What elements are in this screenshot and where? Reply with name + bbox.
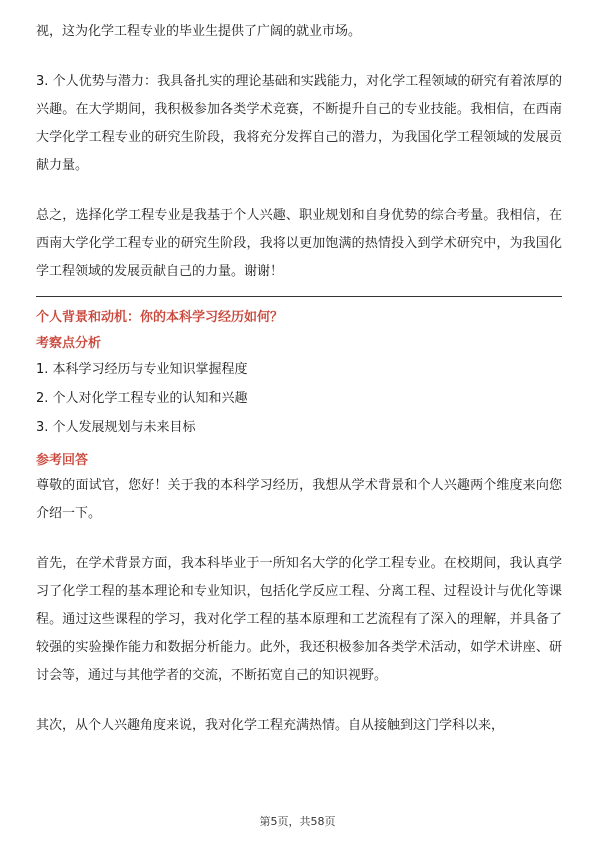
interview-question: 个人背景和动机：你的本科学习经历如何？ — [36, 310, 284, 325]
answer-title: 参考回答 — [36, 453, 89, 468]
answer-paragraph-academic: 首先，在学术背景方面，我本科毕业于一所知名大学的化学工程专业。在校期间，我认真学习了化学工程的基本理论和专业知识，包括化学反应工程、分离工程、过程设计与优化等课程。通过这些课程的学习，我对化学工程的基本原理和工艺流程有了深入的理解，并具备了较强的实验操作能力和数据分析能力。此外，我还积极参加各类学术活动，如学术讲座、研讨会等，通过与其他学者的交流，不断拓宽自己的知识视野。 — [36, 556, 562, 683]
analysis-point: 2. 个人对化学工程专业的认知和兴趣 — [36, 391, 248, 406]
section-divider — [36, 296, 562, 297]
analysis-list — [36, 355, 562, 442]
answer-paragraph-intro: 尊敬的面试官，您好！关于我的本科学习经历，我想从学术背景和个人兴趣两个维度来向您介绍一下。 — [36, 478, 562, 521]
paragraph-continuation: 视，这为化学工程专业的毕业生提供了广阔的就业市场。 — [36, 24, 362, 39]
paragraph-conclusion: 总之，选择化学工程专业是我基于个人兴趣、职业规划和自身优势的综合考量。我相信，在西南大学化学工程专业的研究生阶段，我将以更加饱满的热情投入到学术研究中，为我国化学工程领域的发展贡献自己的力量。谢谢！ — [36, 208, 562, 279]
analysis-title: 考察点分析 — [36, 336, 102, 351]
page-number: 第5页，共58页 — [259, 815, 336, 828]
page-content — [36, 18, 562, 740]
paragraph-advantages: 3. 个人优势与潜力：我具备扎实的理论基础和实践能力，对化学工程领域的研究有着浓厚的兴趣。在大学期间，我积极参加各类学术竞赛，不断提升自己的专业技能。我相信，在西南大学化学工程专业的研究生阶段，我将充分发挥自己的潜力，为我国化学工程领域的发展贡献力量。 — [36, 74, 562, 173]
answer-paragraph-interest: 其次，从个人兴趣角度来说，我对化学工程充满热情。自从接触到这门学科以来， — [36, 718, 505, 733]
analysis-point: 3. 个人发展规划与未来目标 — [36, 420, 196, 435]
analysis-point: 1. 本科学习经历与专业知识掌握程度 — [36, 362, 248, 377]
